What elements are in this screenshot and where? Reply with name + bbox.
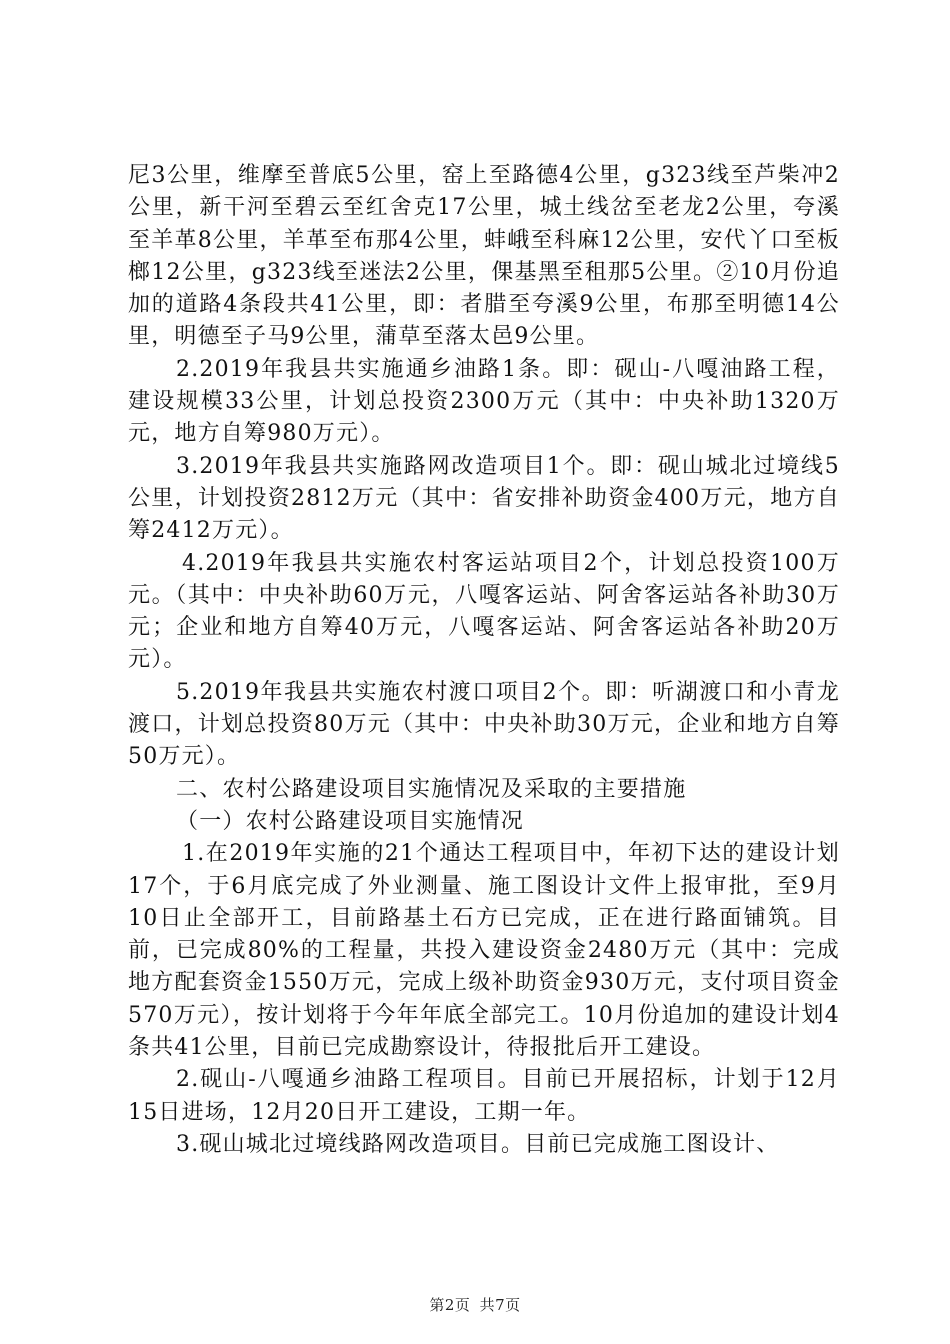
- page-number: 第2页: [429, 1296, 471, 1314]
- document-body: [128, 160, 840, 1161]
- section-heading-2: 二、农村公路建设项目实施情况及采取的主要措施: [176, 776, 687, 802]
- subsection-heading-1: （一）农村公路建设项目实施情况: [176, 808, 525, 834]
- paragraph-item-4: 4.2019年我县共实施农村客运站项目2个，计划总投资100万元。（其中：中央补助60万元，八嘎客运站、阿舍客运站各补助30万元；企业和地方自筹40万元，八嘎客运站、阿舍客运站各补助20万元）。: [128, 550, 840, 673]
- paragraph-implementation-2: 2.砚山-八嘎通乡油路工程项目。目前已开展招标，计划于12月15日进场，12月20日开工建设，工期一年。: [128, 1067, 840, 1125]
- paragraph-item-2: 2.2019年我县共实施通乡油路1条。即：砚山-八嘎油路工程，建设规模33公里，计划总投资2300万元（其中：中央补助1320万元，地方自筹980万元）。: [128, 356, 840, 447]
- paragraph-implementation-3: 3.砚山城北过境线路网改造项目。目前已完成施工图设计、: [176, 1131, 780, 1157]
- page-total: 共7页: [479, 1296, 521, 1314]
- page-footer: [0, 1294, 950, 1315]
- paragraph-item-3: 3.2019年我县共实施路网改造项目1个。即：砚山城北过境线5公里，计划投资2812万元（其中：省安排补助资金400万元，地方自筹2412万元）。: [128, 453, 840, 544]
- paragraph-road-list: 尼3公里，维摩至普底5公里，窑上至路德4公里，g323线至芦柴冲2公里，新干河至碧云至红舍克17公里，城土线岔至老龙2公里，夸溪至羊革8公里，羊革至布那4公里，蚌峨至科麻12公里，安代丫口至板榔12公里，g323线至迷法2公里，倮基黑至租那5公里。②10月份追加的道路4条段共41公里，即：者腊至夸溪9公里，布那至明德14公里，明德至子马9公里，蒲草至落太邑9公里。: [128, 163, 840, 350]
- paragraph-item-5: 5.2019年我县共实施农村渡口项目2个。即：听湖渡口和小青龙渡口，计划总投资80万元（其中：中央补助30万元，企业和地方自筹50万元）。: [128, 679, 840, 770]
- paragraph-implementation-1: 1.在2019年实施的21个通达工程项目中，年初下达的建设计划17个，于6月底完成了外业测量、施工图设计文件上报审批，至9月10日止全部开工，目前路基土石方已完成，正在进行路面铺筑。目前，已完成80%的工程量，共投入建设资金2480万元（其中：完成地方配套资金1550万元，完成上级补助资金930万元，支付项目资金570万元），按计划将于今年年底全部完工。10月份追加的建设计划4条共41公里，目前已完成勘察设计，待报批后开工建设。: [128, 841, 840, 1061]
